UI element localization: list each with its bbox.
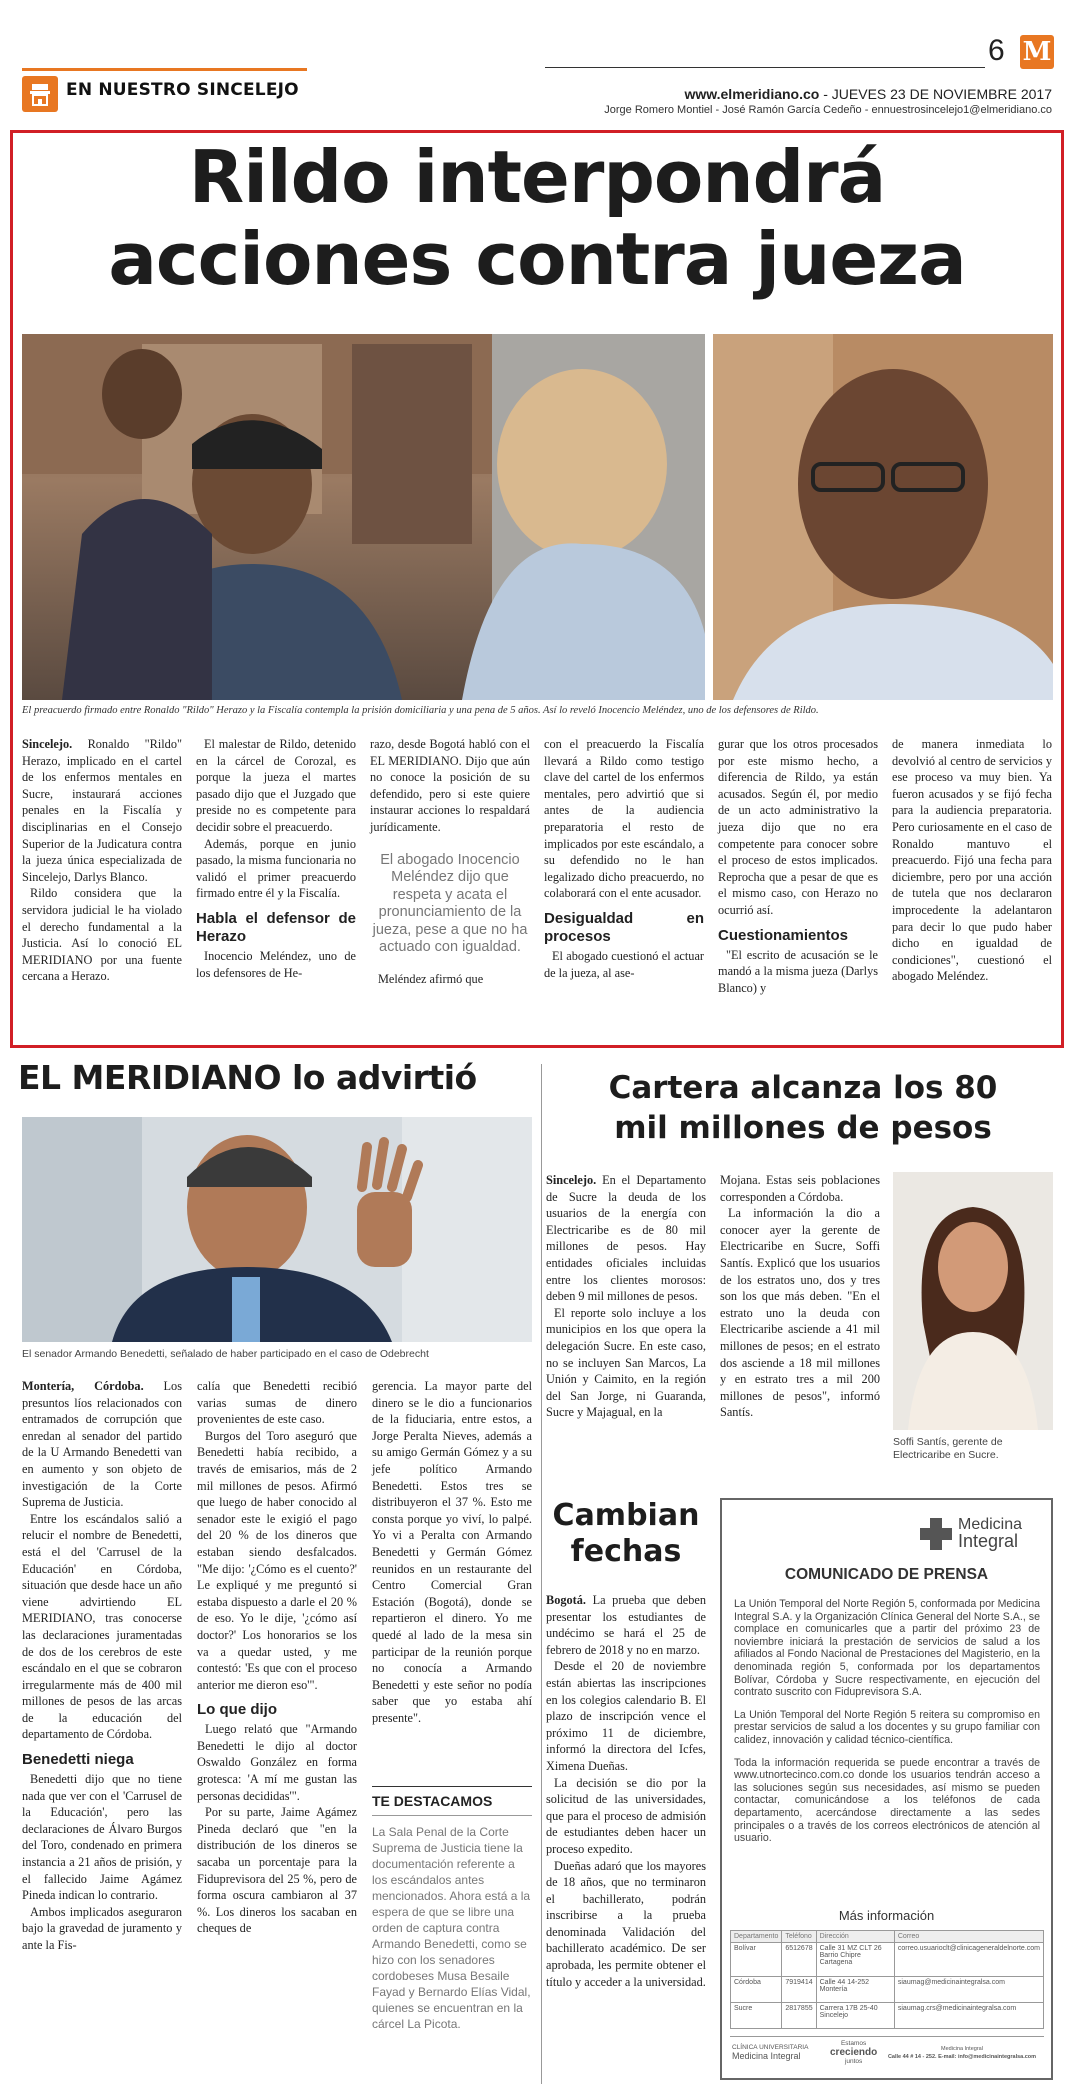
ad-cell: siaumag@medicinaintegralsa.com	[894, 1977, 1043, 2003]
story4-p4: Dueñas adaró que los mayores de 18 años, que no terminaron el bachillerato, podrán inscribirse a la prueba denominada Validación del bachillerato académico. De ser aprobada, les permite obtener el título y acceder a la universidad.	[546, 1858, 706, 1989]
ad-footer	[730, 2036, 1044, 2073]
ad-th-address: Dirección	[816, 1931, 894, 1943]
story3-headline-line1: Cartera alcanza los 80	[608, 1070, 998, 1106]
story2-c2-p2: Burgos del Toro aseguró que Benedetti había recibido, a través de emisarios, más de 2 mil millones de pesos. Afirmó que luego de haber conocido al senador este le exigió el pago del 20 % de los dineros que estaban siendo desfalcados. "Me dijo: '¿Cómo es el cuento?' Le expliqué y me preguntó si estaba dispuesto a darle el 20 % de eso. Yo le dije, '¿cómo así doctor?' Los honorarios se los va a quedar usted, y me contestó: 'Es que con el proceso anterior me dieron eso'".	[197, 1428, 357, 1692]
story2-c1-p1: Los presuntos líos relacionados con entramados de corrupción que enredan al senador del partido de la U Armando Benedetti van en aumento y son objeto de investigación de la Corte Suprema de Justicia.	[22, 1379, 182, 1510]
ad-p2: La Unión Temporal del Norte Región 5 reitera su compromiso en prestar servicios de salud a los docentes y su grupo familiar con calidez, innovación y calidad técnico-científica.	[734, 1708, 1040, 1746]
story4-p2: Desde el 20 de noviembre están abiertas las inscripciones en los colegios calendario B. El plazo de inscripción vence el próximo 11 de diciembre, informó la directora del Icfes, Ximena Dueñas.	[546, 1659, 706, 1773]
photo-rildo-hearing	[22, 334, 705, 700]
ad-th-dept: Departamento	[731, 1931, 782, 1943]
main-subhead-defensor: Habla el defensor de Herazo	[196, 909, 356, 945]
ad-th-phone: Teléfono	[782, 1931, 816, 1943]
column-divider	[541, 1064, 542, 2084]
page-number: 6	[988, 34, 1005, 67]
main-subhead-cuestionamientos: Cuestionamientos	[718, 926, 849, 944]
ad-footer-address	[880, 2045, 1044, 2061]
story2-c2-p1: calía que Benedetti recibió varias sumas de dinero provenientes de este caso.	[197, 1379, 357, 1427]
ad-cell: 7919414	[782, 1977, 816, 2003]
main-pullquote: El abogado Inocencio Meléndez dijo que respeta y acata el pronunciamiento de la jueza, pese a que no ha actuado con igualdad.	[372, 851, 528, 956]
main-col2-p3: Inocencio Meléndez, uno de los defensores de He-	[196, 948, 356, 980]
story2-col-1	[22, 1378, 182, 1954]
photo-melendez	[713, 334, 1053, 700]
story2-c1-p2: Entre los escándalos salió a relucir el nombre de Benedetti, está el del 'Carrusel de la Educación' en Córdoba, situación que desde hace un año viene advirtiendo EL MERIDIANO, tras conocerse las declaraciones juramentadas de dos de los cerebros de este escándalo en el que se cobraron irregularmente más de 400 mil millones de pesos de las arcas de la educación del departamento de Córdoba.	[22, 1511, 182, 1742]
logo-letter: M	[1022, 37, 1052, 67]
ad-cell: Córdoba	[731, 1977, 782, 2003]
ad-contact-table	[730, 1930, 1044, 2029]
section-title: EN NUESTRO SINCELEJO	[66, 80, 299, 100]
main-subhead-desigualdad: Desigualdad en procesos	[544, 909, 704, 945]
benedetti-caption: El senador Armando Benedetti, señalado de haber participado en el caso de Odebrecht	[22, 1348, 429, 1360]
ad-contact-table-wrap	[730, 1930, 1044, 2029]
ad-footer-logo-clinica-line1: CLÍNICA UNIVERSITARIA	[732, 2044, 809, 2051]
main-col3-p2: Meléndez afirmó que	[378, 971, 484, 986]
te-destacamos-title: TE DESTACAMOS	[372, 1793, 493, 1809]
section-bar-accent	[22, 68, 307, 71]
ad-cell: 6512678	[782, 1943, 816, 1977]
press-release-ad	[720, 1498, 1053, 2080]
header-staff: Jorge Romero Montiel - José Ramón García Cedeño - ennuestrosincelejo1@elmeridiano.co	[604, 104, 1052, 116]
main-col-6	[892, 736, 1052, 985]
ad-footer-logo-clinica	[732, 2043, 808, 2061]
table-row	[731, 2003, 1044, 2029]
ad-footer-address-line1: Medicina Integral	[941, 2046, 983, 2052]
ad-table-header-row	[731, 1931, 1044, 1943]
ad-footer-logo-creciendo-line2: creciendo	[830, 2047, 878, 2058]
main-col4-p2: El abogado cuestionó el actuar de la jueza, al ase-	[544, 948, 704, 980]
ad-cell: siaumag.crs@medicinaintegralsa.com	[894, 2003, 1043, 2029]
main-col2-p1: El malestar de Rildo, detenido en la cárcel de Corozal, es porque la jueza el martes pasado dijo que el Juzgado que preside no es competente para decidir sobre el preacuerdo.	[196, 737, 356, 834]
story2-c2-p3: Luego relató que "Armando Benedetti le dijo al doctor Oswaldo González en forma grotesca: 'A mí me gustan las personas decididas'".	[197, 1722, 357, 1803]
story3-c1-p1: En el Departamento de Sucre la deuda de los usuarios de la energía con Electricaribe es de 80 mil millones de pesos. Hay entidades oficiales incluidas entre los clientes morosos: deben 9 mil millones de pesos.	[546, 1173, 706, 1304]
story4-p1: La prueba que deben presentar los estudiantes de undécimo se hará el 25 de febrero de 2018 y no en marzo.	[546, 1593, 706, 1657]
main-col1-p1: Ronaldo "Rildo" Herazo, implicado en el cartel de los enfermos mentales en Sucre, instaurará acciones penales en la Fiscalía y disciplinarias en el Consejo Superior de la Judicatura contra la jueza única especializada de Sincelejo, Darlys Blanco.	[22, 737, 182, 884]
story3-col-1	[546, 1172, 706, 1421]
main-col3-p1: razo, desde Bogotá habló con el EL MERIDIANO. Dijo que aún no conoce la posición de su defendido, pero si este quiere instaurar acciones lo respaldará jurídicamente.	[370, 737, 530, 834]
main-headline-line2: acciones contra jueza	[108, 217, 966, 301]
story3-dateline: Sincelejo.	[546, 1173, 597, 1187]
table-row	[731, 1977, 1044, 2003]
story3-headline	[548, 1068, 1058, 1148]
te-destacamos-rule	[372, 1786, 532, 1787]
main-col-3	[370, 736, 530, 987]
main-dateline: Sincelejo.	[22, 737, 73, 751]
site-url: www.elmeridiano.co	[684, 86, 820, 102]
story2-col-2	[197, 1378, 357, 1937]
te-destacamos-text: La Sala Penal de la Corte Suprema de Justicia tiene la documentación referente a los escándalos antes mencionados. Ahora está a la espera de que se libre una orden de captura contra Armando Benedetti, como se hizo con los senadores cordobeses Musa Besaile Fayad y Bernardo Elías Vidal, quienes se encuentran en la cárcel La Picota.	[372, 1825, 531, 2031]
story3-c2-p2: La información la dio a conocer ayer la gerente de Electricaribe en Sucre, Soffi Santís. Explicó que los usuarios de los estratos uno, dos y tres son los que más deben. "En el estrato uno la deuda con Electricaribe asciende a 41 mil millones de pesos; en el estrato dos asciende a 18 mil millones y en estrato tres a mil 200 millones de pesos", informó Santís.	[720, 1206, 880, 1420]
ad-cell: Carrera 17B 25-40 Sincelejo	[816, 2003, 894, 2029]
table-row	[731, 1943, 1044, 1977]
ad-footer-address-line2: Calle 44 # 14 - 252. E-mail: info@medicinaintegralsa.com	[887, 2054, 1037, 2060]
ad-brand-line2: Integral	[958, 1531, 1019, 1551]
story3-c1-p2: El reporte solo incluye a los municipios en los que opera la delegación Sucre. En este caso, no se incluyen San Marcos, La Unión y Caimito, en la región del San Jorge, ni Guaranda, Sucre y Majagual, en la	[546, 1305, 706, 1420]
ad-cell: Calle 44 14-252 Montería	[816, 1977, 894, 2003]
photo-soffi-santis	[893, 1172, 1053, 1430]
ad-cell: Sucre	[731, 2003, 782, 2029]
story4-headline	[546, 1498, 706, 1570]
story4-col	[546, 1592, 706, 1990]
ad-title: COMUNICADO DE PRENSA	[784, 1566, 989, 1583]
story3-headline-line2: mil millones de pesos	[614, 1110, 992, 1146]
story4-headline-line1: Cambian	[552, 1498, 700, 1533]
te-destacamos-rule2	[372, 1815, 532, 1816]
main-photo-caption: El preacuerdo firmado entre Ronaldo "Rildo" Herazo y la Fiscalía contempla la prisión domiciliaria y una pena de 5 años. Así lo reveló Inocencio Meléndez, uno de los defensores de Rildo.	[22, 705, 819, 716]
main-col-4	[544, 736, 704, 981]
main-col2-p2: Además, porque en junio pasado, la misma funcionaria no validó el primer preacuerdo firmado entre él y la Fiscalía.	[196, 836, 356, 901]
story2-c2-p4: Por su parte, Jaime Agámez Pineda declaró que "en la distribución de los dineros se sacaba un porcentaje para la Fiduprevisora del 25 %, pero de forma oscura cambiaron al 37 %. Los dineros los sacaban en cheques de	[197, 1805, 357, 1936]
story2-dateline: Montería, Córdoba.	[22, 1379, 144, 1393]
story4-p3: La decisión se dio por la solicitud de las universidades, que para el proceso de admisión de estudiantes deben hacer un proceso expedito.	[546, 1775, 706, 1856]
ad-cell: correo.usuarioclt@clinicageneraldelnorte.com	[894, 1943, 1043, 1977]
main-headline	[14, 136, 1060, 300]
ad-p1: La Unión Temporal del Norte Región 5, conformada por Medicina Integral S.A. y la Organización Clínica General del Norte S.A., se complace en comunicarles que a partir del próximo 23 de noviembre iniciará la prestación de servicios de salud a los afiliados al Fondo Nacional de Prestaciones del Magisterio, en la denominada región 5, conformada por los departamentos Bolívar, Córdoba y Sucre respectivamente, en ejecución del contrato suscrito con Fiduprevisora S.A.	[734, 1598, 1040, 1699]
issue-date: - JUEVES 23 DE NOVIEMBRE 2017	[823, 86, 1052, 102]
story4-dateline: Bogotá.	[546, 1593, 586, 1607]
ad-cell: 2817855	[782, 2003, 816, 2029]
main-col5-p1: gurar que los otros procesados por este mismo hecho, a diferencia de Rildo, ya están acusados. Según él, por medio de un acto administrativo la jueza dijo que no era competente para conocer sobre el proceso de estos implicados. Reprocha que a pesar de que es el mismo caso, con Herazo no ocurrió así.	[718, 737, 878, 917]
ad-cell: Bolívar	[731, 1943, 782, 1977]
story3-col-2	[720, 1172, 880, 1421]
main-col-2	[196, 736, 356, 981]
medical-cross-icon	[918, 1516, 954, 1552]
ad-footer-logo-creciendo-line1: Estamos	[840, 2040, 867, 2047]
story3-c2-p1: Mojana. Estas seis poblaciones corresponden a Córdoba.	[720, 1173, 880, 1204]
header-dateline	[600, 86, 1052, 102]
ad-footer-logo-clinica-line2: Medicina Integral	[732, 2051, 801, 2061]
main-col6-p1: de manera inmediata lo devolvió al centro de servicios y ese proceso va muy bien. Ya fueron acusados y se fijó fecha para la audiencia preparatoria. Pero curiosamente en el caso de Ronaldo mantuvo el preacuerdo. Fijó una fecha para diciembre, pero por una acción de tutela que nos declararon improcedente la adelantaron para decir lo que pudo haber dicho en igualdad de condiciones", cuestionó el abogado Meléndez.	[892, 737, 1052, 984]
main-col5-p2: "El escrito de acusación se le mandó a la misma jueza (Darlys Blanco) y	[718, 947, 878, 995]
header-rule	[545, 67, 985, 68]
story2-c3-p1: gerencia. La mayor parte del dinero se le dio a funcionarios de la fiduciaria, entre estos, a Jorge Peralta Nieves, además a su amigo Germán Gómez y a su jefe político Armando Benedetti. Estos tres se distribuyeron el 37 %. Esto me consta porque yo viví, lo palpé. Yo vi a Peralta con Armando Benedetti y Germán Gómez reunidos en un restaurante del Centro Comercial Gran Estación (Bogotá), donde se repartieron el dinero. Yo me quedé al lado de la mesa sin participar de la reunión porque no conocía a Armando Benedetti y este señor no podía saber que yo estaba ahí presente".	[372, 1379, 532, 1725]
ad-brand-line1: Medicina	[958, 1516, 1023, 1533]
ad-footer-logo-creciendo-line3: juntos	[844, 2058, 863, 2065]
story2-col-3	[372, 1378, 532, 1726]
ad-body	[734, 1598, 1040, 1845]
story2-headline: EL MERIDIANO lo advirtió	[18, 1058, 477, 1097]
ad-p3: Toda la información requerida se puede encontrar a través de www.utnortecinco.com.co donde los usuarios tendrán acceso a las soluciones según sus necesidades, así mismo se pueden contactar, comunicándose a los teléfonos de cada departamento, acercándose directamente a las sedes principales o a través de los correos electrónicos de atención al usuario.	[734, 1756, 1040, 1845]
soffi-caption: Soffi Santís, gerente de Electricaribe en Sucre.	[893, 1436, 1003, 1461]
story2-c1-p3: Benedetti dijo que no tiene nada que ver con el 'Carrusel de la Educación', pero las declaraciones de Álvaro Burgos del Toro, condenado en primera instancia a 21 años de prisión, y el fallecido Jaime Agámez Pineda indican lo contrario.	[22, 1772, 182, 1903]
story2-subhead-dijo: Lo que dijo	[197, 1701, 277, 1719]
story2-c1-p4: Ambos implicados aseguraron bajo la gravedad de juramento y ante la Fis-	[22, 1904, 182, 1952]
ad-footer-logo-creciendo	[830, 2039, 877, 2066]
ad-th-email: Correo	[894, 1931, 1043, 1943]
main-col4-p1: con el preacuerdo la Fiscalía llevará a Rildo como testigo clave del cartel de los enfermos mentales, pero advirtió que si antes de la audiencia preparatoria el resto de implicados por este escándalo, a su defendido no le han legalizado dicho preacuerdo, no colaborará con el ente acusador.	[544, 737, 704, 901]
main-col-1	[22, 736, 182, 985]
ad-cell: Calle 31 MZ CLT 26 Barrio Chipre Cartagena	[816, 1943, 894, 1977]
ad-brand-logo	[918, 1514, 1043, 1556]
te-destacamos-box	[372, 1786, 532, 2032]
section-icon	[22, 76, 58, 112]
main-headline-line1: Rildo interpondrá	[188, 135, 886, 219]
main-col-5	[718, 736, 878, 996]
story2-subhead-niega: Benedetti niega	[22, 1751, 134, 1769]
meridiano-logo	[1020, 35, 1054, 69]
photo-benedetti	[22, 1117, 532, 1342]
ad-more-info: Más información	[838, 1908, 935, 1923]
story4-headline-line2: fechas	[570, 1534, 682, 1569]
ad-brand-name	[958, 1516, 1022, 1550]
main-col1-p2: Rildo considera que la servidora judicial le ha violado el derecho fundamental a la Justicia. Así lo conoció EL MERIDIANO por una fuente cercana a Herazo.	[22, 886, 182, 984]
